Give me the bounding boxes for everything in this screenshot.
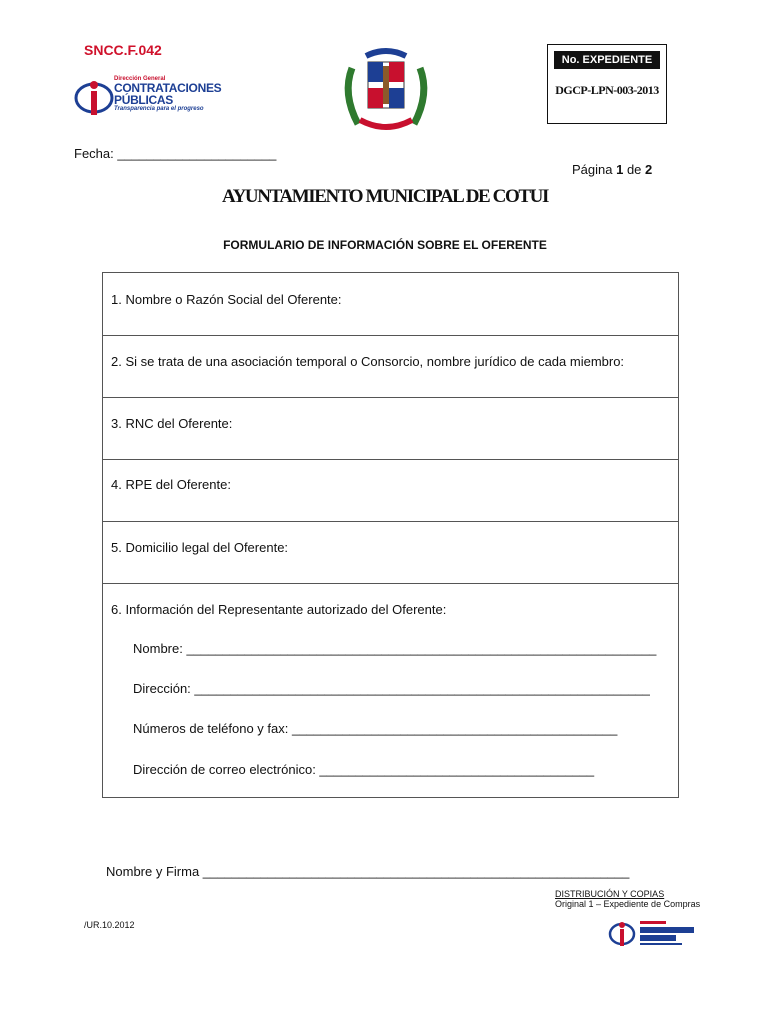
page-indicator (572, 162, 652, 177)
representante-correo-field[interactable]: Dirección de correo electrónico: ______________________________________ (133, 762, 595, 777)
page-prefix: Página (572, 162, 617, 177)
representante-telefono-field[interactable]: Números de teléfono y fax: _____________________________________________ (133, 721, 618, 736)
row-nombre[interactable] (103, 273, 678, 336)
fecha-field[interactable]: Fecha: ______________________ (74, 146, 277, 161)
representante-direccion-field[interactable]: Dirección: _______________________________________________________________ (133, 681, 650, 696)
coat-of-arms-icon (338, 44, 434, 140)
page-total: 2 (645, 162, 653, 177)
row-consorcio[interactable] (103, 336, 678, 398)
distribution-note (555, 889, 700, 909)
row-representante (103, 584, 678, 797)
logo-slogan: Transparencia para el progreso (114, 106, 204, 112)
row-label: 3. RNC del Oferente: (111, 416, 233, 431)
firma-field[interactable]: Nombre y Firma ___________________________________________________________ (106, 864, 630, 879)
logo-sub: Dirección General (114, 76, 166, 82)
distribution-title: DISTRIBUCIÓN Y COPIAS (555, 889, 665, 899)
expediente-value: DGCP-LPN-003-2013 (555, 83, 659, 97)
row-rnc[interactable] (103, 398, 678, 460)
form-subtitle: FORMULARIO DE INFORMACIÓN SOBRE EL OFERENTE (223, 238, 547, 252)
expediente-box (547, 44, 667, 124)
logo-line1: CONTRATACIONES (114, 81, 222, 95)
coat-of-arms (338, 44, 434, 140)
dgcp-logo-icon (74, 76, 114, 122)
page-title: AYUNTAMIENTO MUNICIPAL DE COTUI (222, 186, 548, 207)
representante-nombre-field[interactable]: Nombre: _________________________________________________________________ (133, 641, 657, 656)
page-current: 1 (616, 162, 624, 177)
dgcp-logo-footer-icon (608, 918, 698, 950)
expediente-label: No. EXPEDIENTE (554, 51, 660, 69)
row-domicilio[interactable] (103, 522, 678, 584)
row-label: 5. Domicilio legal del Oferente: (111, 540, 289, 555)
row-label: 6. Información del Representante autorizado del Oferente: (111, 602, 447, 617)
oferente-form-table (102, 272, 679, 798)
row-label: 2. Si se trata de una asociación temporal o Consorcio, nombre jurídico de cada miembro: (111, 354, 625, 369)
row-label: 1. Nombre o Razón Social del Oferente: (111, 292, 342, 307)
form-code: SNCC.F.042 (84, 42, 162, 58)
dgcp-logo (74, 76, 244, 122)
dgcp-logo-footer (608, 918, 698, 950)
page-middle: de (623, 162, 646, 177)
form-version: /UR.10.2012 (84, 920, 135, 930)
row-label: 4. RPE del Oferente: (111, 477, 231, 492)
distribution-line: Original 1 – Expediente de Compras (555, 899, 701, 909)
row-rpe[interactable] (103, 460, 678, 522)
logo-line2: PÚBLICAS (114, 93, 173, 107)
